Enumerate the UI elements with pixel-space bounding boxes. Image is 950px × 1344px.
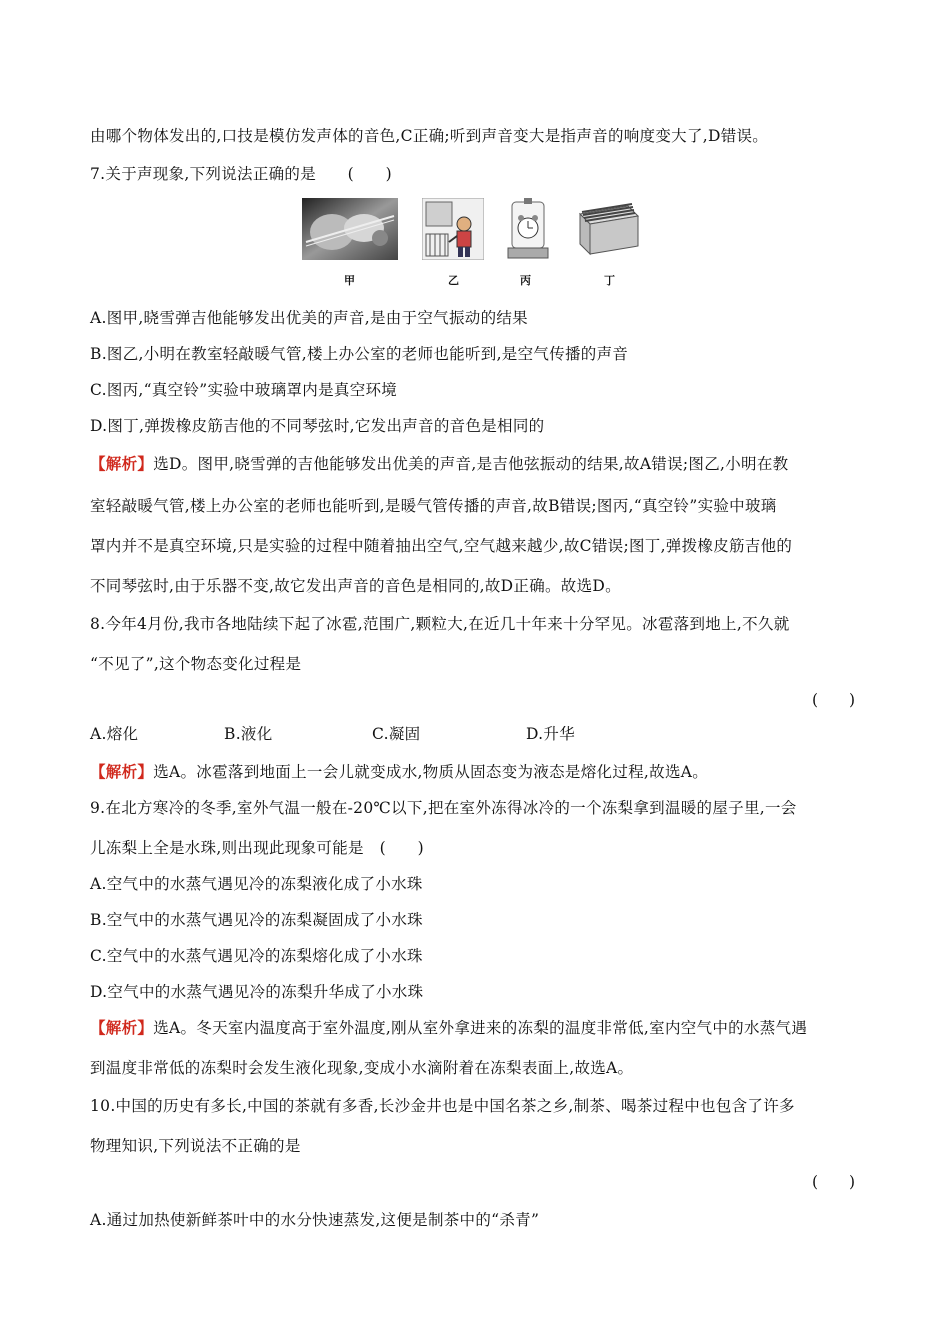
option-d: D.图丁,弹拨橡皮筋吉他的不同琴弦时,它发出声音的音色是相同的 [90, 417, 545, 435]
question-8-cont: “不见了”,这个物态变化过程是 [90, 655, 302, 673]
q8-option-d: D.升华 [526, 725, 576, 743]
option-a: A.图甲,晓雪弹吉他能够发出优美的声音,是由于空气振动的结果 [90, 309, 528, 327]
analysis-tag: 【解析】 [90, 455, 154, 473]
q8-option-c: C.凝固 [372, 725, 421, 743]
analysis-9-line-2: 到温度非常低的冻梨时会发生液化现象,变成小水滴附着在冻梨表面上,故选A。 [90, 1059, 634, 1077]
figure-row [300, 198, 660, 290]
question-7: 7.关于声现象,下列说法正确的是 ( ) [90, 165, 392, 183]
analysis-7-line-3: 罩内并不是真空环境,只是实验的过程中随着抽出空气,空气越来越少,故C错误;图丁,弹拨橡皮筋吉他的 [90, 537, 793, 555]
answer-blank: ( ) [812, 1173, 856, 1191]
figure-caption: 丙 [520, 274, 531, 287]
analysis-8 [90, 760, 708, 782]
option-c: C.图丙,“真空铃”实验中玻璃罩内是真空环境 [90, 381, 398, 399]
analysis-text: 选D。图甲,晓雪弹的吉他能够发出优美的声音,是吉他弦振动的结果,故A错误;图乙,小明在教 [153, 455, 789, 473]
q9-option-c: C.空气中的水蒸气遇见冷的冻梨熔化成了小水珠 [90, 947, 423, 965]
analysis-7-line-4: 不同琴弦时,由于乐器不变,故它发出声音的音色是相同的,故D正确。故选D。 [90, 577, 621, 595]
figure-caption: 乙 [448, 274, 459, 287]
analysis-text: 选A。冬天室内温度高于室外温度,刚从室外拿进来的冻梨的温度非常低,室内空气中的水蒸气遇 [153, 1019, 808, 1037]
figure-caption: 丁 [604, 274, 615, 287]
q9-option-a: A.空气中的水蒸气遇见冷的冻梨液化成了小水珠 [90, 875, 423, 893]
figure-caption: 甲 [344, 274, 355, 287]
analysis-7-line-2: 室轻敲暖气管,楼上办公室的老师也能听到,是暖气管传播的声音,故B错误;图丙,“真空铃”实验中玻璃 [90, 497, 777, 515]
q8-option-a: A.熔化 [90, 725, 139, 743]
analysis-7-line-1 [90, 452, 788, 474]
rubber-band-guitar-icon [576, 198, 642, 260]
question-9: 9.在北方寒冷的冬季,室外气温一般在-20℃以下,把在室外冻得冰冷的一个冻梨拿到温暖的屋子里,一会 [90, 799, 797, 817]
analysis-text: 选A。冰雹落到地面上一会儿就变成水,物质从固态变为液态是熔化过程,故选A。 [153, 763, 709, 781]
question-10-cont: 物理知识,下列说法不正确的是 [90, 1137, 301, 1155]
radiator-boy-icon [422, 198, 484, 260]
text-line: 由哪个物体发出的,口技是模仿发声体的音色,C正确;听到声音变大是指声音的响度变大了,D错误。 [90, 127, 769, 145]
question-10: 10.中国的历史有多长,中国的茶就有多香,长沙金井也是中国名茶之乡,制茶、喝茶过程中也包含了许多 [90, 1097, 795, 1115]
q9-option-b: B.空气中的水蒸气遇见冷的冻梨凝固成了小水珠 [90, 911, 423, 929]
analysis-tag: 【解析】 [90, 1019, 154, 1037]
analysis-tag: 【解析】 [90, 763, 154, 781]
q8-option-b: B.液化 [224, 725, 273, 743]
analysis-9-line-1 [90, 1016, 807, 1038]
question-8: 8.今年4月份,我市各地陆续下起了冰雹,范围广,颗粒大,在近几十年来十分罕见。冰雹落到地上,不久就 [90, 615, 790, 633]
answer-blank: ( ) [812, 691, 856, 709]
vacuum-bell-jar-icon [506, 198, 550, 260]
guitar-photo-icon [302, 198, 398, 260]
option-b: B.图乙,小明在教室轻敲暖气管,楼上办公室的老师也能听到,是空气传播的声音 [90, 345, 629, 363]
question-9-cont: 儿冻梨上全是水珠,则出现此现象可能是 ( ) [90, 839, 424, 857]
q10-option-a: A.通过加热使新鲜茶叶中的水分快速蒸发,这便是制茶中的“杀青” [90, 1211, 540, 1229]
q9-option-d: D.空气中的水蒸气遇见冷的冻梨升华成了小水珠 [90, 983, 424, 1001]
